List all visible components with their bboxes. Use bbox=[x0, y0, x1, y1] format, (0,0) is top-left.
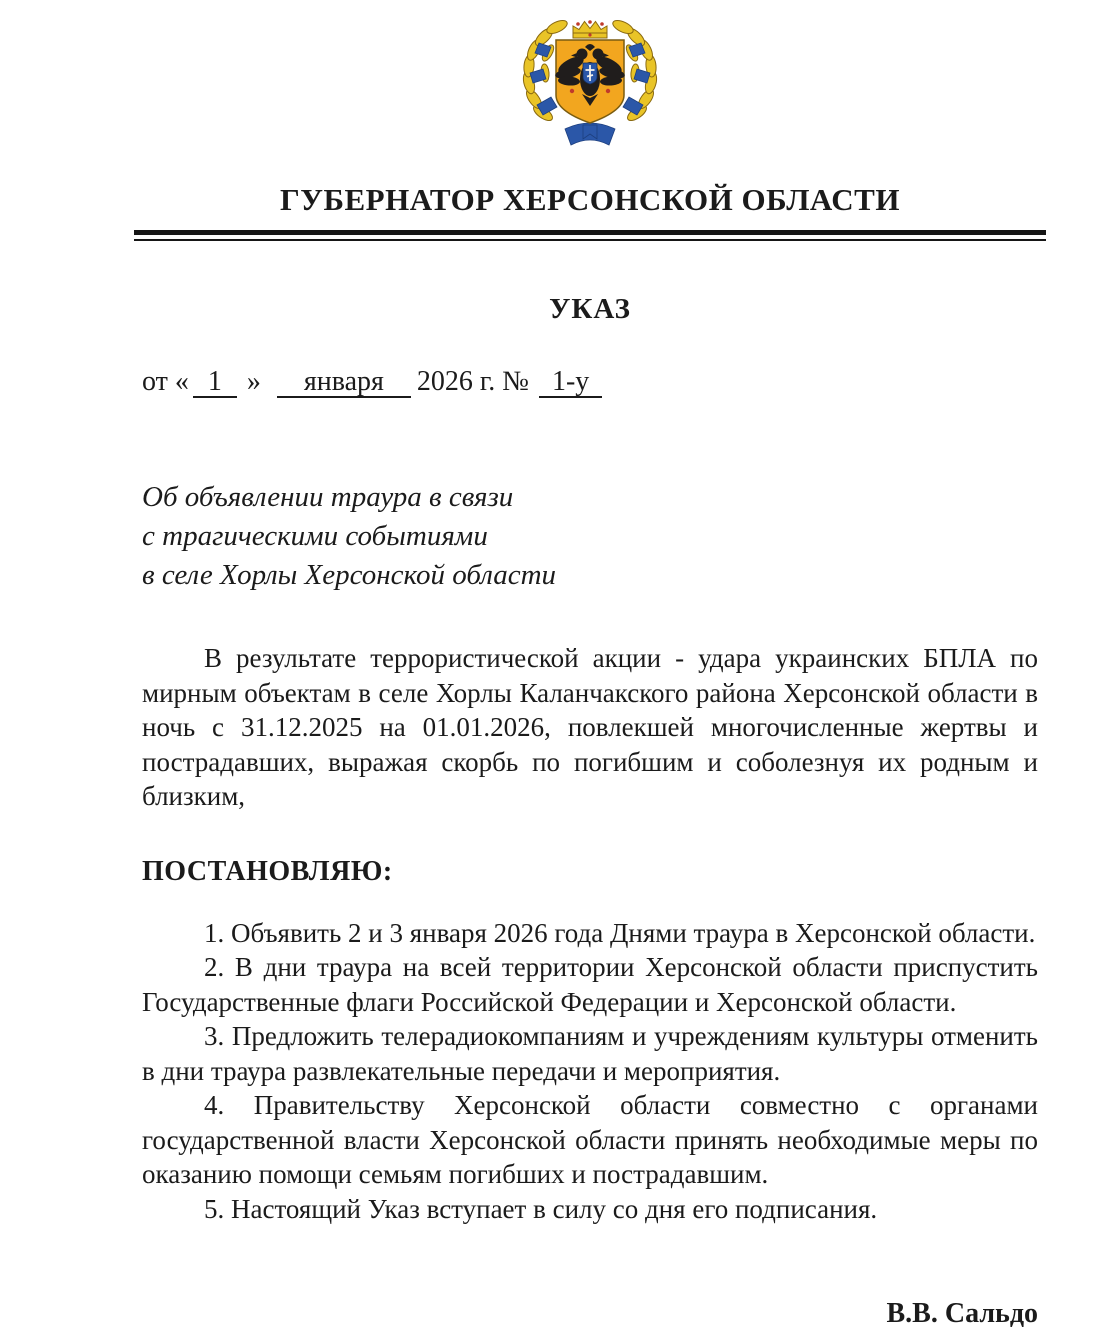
document-header bbox=[142, 13, 1038, 241]
kherson-coat-of-arms-icon bbox=[499, 13, 681, 151]
emblem-container bbox=[142, 13, 1038, 156]
subject-block bbox=[142, 478, 1038, 595]
date-close-quote: » bbox=[246, 366, 261, 397]
header-divider bbox=[134, 230, 1046, 241]
date-year-and-number-sign: 2026 г. № bbox=[416, 366, 529, 397]
preamble-paragraph: В результате террористической акции - удара украинских БПЛА по мирным объектам в селе Хорлы Каланчакского района Херсонской области в ночь с 31.12.2025 на 01.01.2026, повлекшей многочисленные жертвы и пострадавших, выражая скорбь по погибшим и соболезнуя их родным и близким, bbox=[142, 643, 1038, 812]
divider-thick-line bbox=[134, 230, 1046, 235]
decree-number-value: 1-у bbox=[539, 367, 602, 398]
date-month-value: января bbox=[277, 367, 411, 398]
decree-item-1: 1. Объявить 2 и 3 января 2026 года Днями траура в Херсонской области. bbox=[204, 917, 1036, 948]
decree-item-3: 3. Предложить телерадиокомпаниям и учреждениям культуры отменить в дни траура развлекательные передачи и мероприятия. bbox=[142, 1021, 1038, 1086]
doc-type-title: УКАЗ bbox=[549, 293, 631, 325]
date-day-value: 1 bbox=[193, 367, 237, 398]
subject-line-1: Об объявлении траура в связи bbox=[142, 481, 514, 514]
decree-item-5: 5. Настоящий Указ вступает в силу со дня его подписания. bbox=[204, 1193, 878, 1224]
org-title: ГУБЕРНАТОР ХЕРСОНСКОЙ ОБЛАСТИ bbox=[280, 182, 900, 217]
date-line bbox=[142, 366, 1038, 398]
decree-item-2: 2. В дни траура на всей территории Херсонской области приспустить Государственные флаги Российской Федерации и Херсонской области. bbox=[142, 952, 1038, 1017]
subject-line-2: с трагическими событиями bbox=[142, 520, 488, 553]
subject-line-3: в селе Хорлы Херсонской области bbox=[142, 559, 557, 592]
decree-items bbox=[142, 916, 1038, 1227]
decree-item-4: 4. Правительству Херсонской области совместно с органами государственной власти Херсонской области принять необходимые меры по оказанию помощи семьям погибших и пострадавшим. bbox=[142, 1090, 1038, 1190]
resolution-heading: ПОСТАНОВЛЯЮ: bbox=[142, 855, 393, 887]
date-prefix: от « bbox=[142, 366, 189, 397]
signature-name: В.В. Сальдо bbox=[886, 1298, 1038, 1330]
divider-thin-line bbox=[134, 239, 1046, 241]
